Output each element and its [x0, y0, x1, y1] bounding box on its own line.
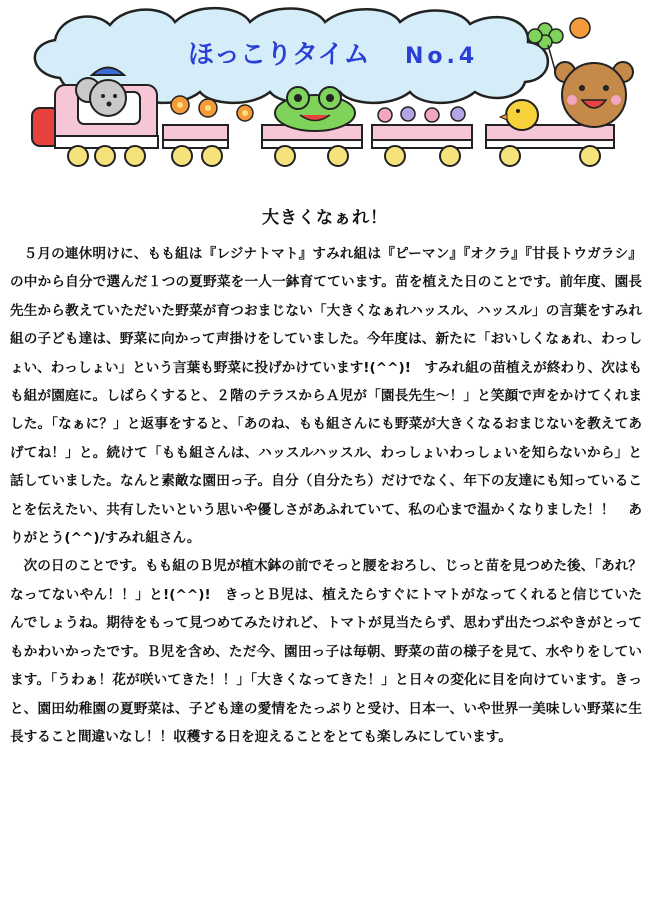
newsletter-title: ほっこりタイム	[188, 40, 370, 70]
issue-number: No.4	[405, 44, 479, 69]
bear-icon	[555, 62, 633, 127]
newsletter-header	[0, 0, 650, 190]
paragraph: 次の日のことです。もも組のＢ児が植木鉢の前でそっと腰をおろし、じっと苗を見つめた後、「あれ？なってないやん！！」と!(^^)! きっとＢ児は、植えたらすぐにトマトがなってくれると信じていたんでしょうね。期待をもって見つめてみたけれど、トマトが見当たらず、思わず出たつぶやきがとってもかわいかったです。Ｂ児を含め、ただ今、園田っ子は毎朝、野菜の苗の様子を見て、水やりをしています。「うわぁ！花が咲いてきた！！」「大きくなってきた！」と日々の変化に目を向けています。きっと、園田幼稚園の夏野菜は、子ども達の愛情をたっぷりと受け、日本一、いや世界一美味しい野菜に生長すること間違いなし！！収穫する日を迎えることをとても楽しみにしています。	[10, 558, 642, 745]
train-illustration	[0, 0, 650, 190]
article-body	[10, 240, 642, 751]
train-car-3	[372, 125, 472, 148]
train-car-1	[163, 125, 228, 148]
paragraph: ５月の連休明けに、もも組は『レジナトマト』すみれ組は『ピーマン』『オクラ』『甘長トウガラシ』の中から自分で選んだ１つの夏野菜を一人一鉢育てています。苗を植えた日のことです。前年度、園長先生から教えていただいた野菜が育つおまじない「大きくなぁれハッスル、ハッスル」の言葉をすみれ組の子ども達は、野菜に向かって声掛けをしていました。今年度は、新たに「おいしくなぁれ、わっしょい、わっしょい」という言葉も野菜に投げかけています!(^^)! すみれ組の苗植えが終わり、次はもも組が園庭に。しばらくすると、２階のテラスからＡ児が「園長先生～！」と笑顔で声をかけてくれました。「なぁに？」と返事をすると、「あのね、もも組さんにも野菜が大きくなるおまじないを教えてあげてね！」と。続けて「もも組さんは、ハッスルハッスル、わっしょいわっしょいを知らないから」と話していました。なんと素敵な園田っ子。自分（自分たち）だけでなく、年下の友達にも知っていることを伝えたい、共有したいという思いや優しさがあふれていて、私の心まで温かくなりました！！ ありがとう(^^)/すみれ組さん。	[10, 246, 642, 547]
train-car-4	[486, 125, 614, 148]
article-heading: 大きくなぁれ！	[262, 208, 388, 228]
